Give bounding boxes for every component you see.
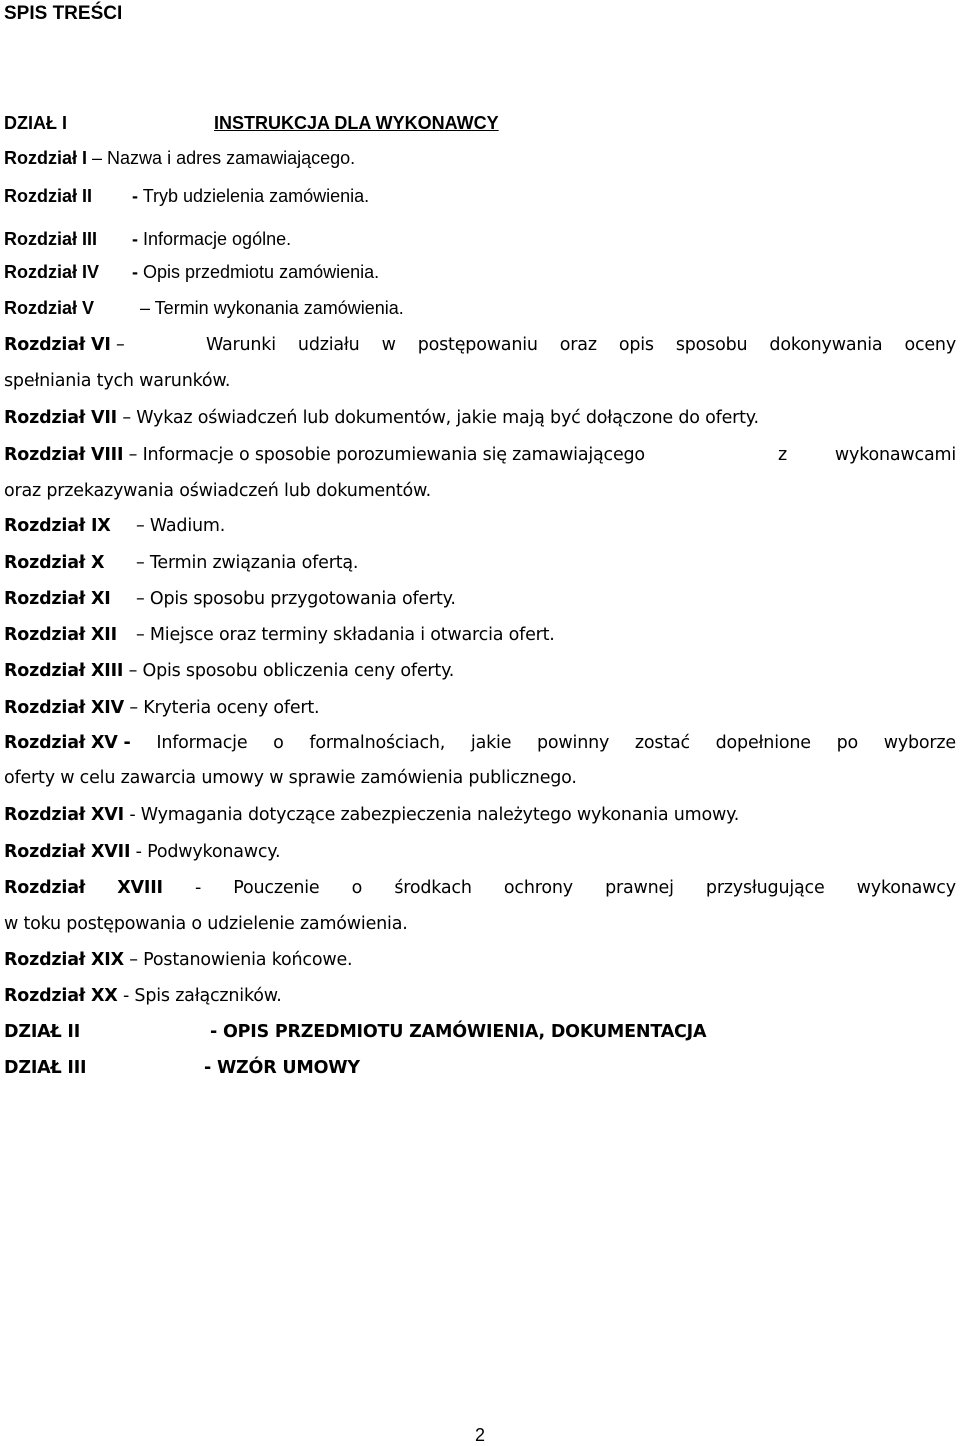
toc-entry-rozdzial-12 — [4, 624, 956, 646]
toc-entry-continuation: oraz przekazywania oświadczeń lub dokumentów. — [4, 481, 431, 501]
chapter-title: – Termin związania ofertą. — [136, 553, 359, 573]
toc-entry-rozdzial-2 — [4, 185, 956, 207]
chapter-title: - Wymagania dotyczące zabezpieczenia należytego wykonania umowy. — [129, 805, 740, 825]
toc-entry-rozdzial-19 — [4, 949, 956, 971]
section-dzial-1 — [4, 112, 956, 134]
chapter-label: Rozdział XV — [4, 733, 118, 753]
chapter-title: Tryb udzielenia zamówienia. — [142, 186, 370, 206]
toc-entry-rozdzial-16 — [4, 804, 956, 826]
chapter-title: Informacje ogólne. — [143, 229, 292, 249]
chapter-word: dokonywania — [769, 335, 883, 355]
toc-entry-rozdzial-10 — [4, 552, 956, 574]
chapter-label: Rozdział VIII — [4, 445, 124, 465]
chapter-label: Rozdział IV — [4, 262, 100, 282]
chapter-label: Rozdział VII — [4, 408, 117, 428]
section-title: - WZÓR UMOWY — [204, 1058, 360, 1078]
chapter-title: – Informacje o sposobie porozumiewania się zamawiającego — [128, 445, 645, 465]
chapter-title: Opis przedmiotu zamówienia. — [143, 262, 380, 282]
toc-entry-rozdzial-6 — [4, 334, 956, 356]
chapter-title: – Wadium. — [136, 516, 226, 536]
chapter-word: po — [836, 733, 858, 753]
chapter-title: - Spis załączników. — [122, 986, 282, 1006]
section-label: DZIAŁ III — [4, 1058, 87, 1078]
chapter-label: Rozdział II — [4, 186, 93, 206]
section-dzial-3 — [4, 1057, 956, 1079]
section-title: INSTRUKCJA DLA WYKONAWCY — [214, 113, 499, 133]
chapter-word: prawnej — [605, 878, 674, 898]
chapter-label: Rozdział XX — [4, 986, 118, 1006]
page-title: SPIS TREŚCI — [4, 3, 123, 24]
chapter-label: Rozdział I — [4, 148, 88, 168]
chapter-label: Rozdział IX — [4, 516, 111, 536]
chapter-word: zostać — [634, 733, 690, 753]
chapter-label: Rozdział — [4, 878, 86, 898]
chapter-word: przysługujące — [705, 878, 825, 898]
chapter-word: o — [273, 733, 284, 753]
chapter-label: Rozdział VI — [4, 335, 111, 355]
toc-entry-continuation: oferty w celu zawarcia umowy w sprawie zamówienia publicznego. — [4, 768, 577, 788]
chapter-word: o — [351, 878, 363, 898]
chapter-word: oceny — [904, 335, 956, 355]
chapter-word: opis — [618, 335, 654, 355]
chapter-label: Rozdział XI — [4, 589, 111, 609]
chapter-word: w — [381, 335, 396, 355]
chapter-word: oraz — [559, 335, 597, 355]
chapter-title: – Opis sposobu obliczenia ceny oferty. — [128, 661, 455, 681]
chapter-word: - — [195, 878, 202, 898]
chapter-word: dopełnione — [715, 733, 811, 753]
chapter-title: – Miejsce oraz terminy składania i otwarcia ofert. — [136, 625, 555, 645]
chapter-word: Pouczenie — [233, 878, 320, 898]
chapter-label: Rozdział X — [4, 553, 105, 573]
chapter-separator: - — [132, 186, 138, 206]
chapter-word: sposobu — [675, 335, 748, 355]
chapter-word: środkach — [394, 878, 472, 898]
chapter-dash: – — [116, 335, 125, 355]
chapter-word: formalnościach, — [309, 733, 446, 753]
toc-entry-rozdzial-13 — [4, 660, 956, 682]
chapter-word: wykonawcami — [834, 445, 956, 465]
chapter-title: - Podwykonawcy. — [135, 842, 281, 862]
chapter-label: Rozdział XIV — [4, 698, 124, 718]
toc-entry-continuation: w toku postępowania o udzielenie zamówienia. — [4, 914, 408, 934]
chapter-label: Rozdział III — [4, 229, 98, 249]
toc-entry-rozdzial-1 — [4, 147, 956, 169]
chapter-label: XVIII — [117, 878, 163, 898]
chapter-word: powinny — [537, 733, 610, 753]
chapter-separator: - — [132, 262, 138, 282]
chapter-title: – Termin wykonania zamówienia. — [140, 298, 404, 318]
chapter-word: ochrony — [503, 878, 573, 898]
toc-entry-rozdzial-4 — [4, 261, 956, 283]
chapter-title: – Opis sposobu przygotowania oferty. — [136, 589, 456, 609]
chapter-word: wyborze — [883, 733, 956, 753]
chapter-separator: - — [123, 733, 131, 753]
chapter-label: Rozdział XIII — [4, 661, 124, 681]
section-title: - OPIS PRZEDMIOTU ZAMÓWIENIA, DOKUMENTACJA — [210, 1022, 707, 1042]
toc-entry-rozdzial-18 — [4, 877, 956, 899]
chapter-separator: - — [132, 229, 138, 249]
toc-entry-rozdzial-15 — [4, 732, 956, 754]
toc-entry-rozdzial-11 — [4, 588, 956, 610]
toc-entry-rozdzial-7 — [4, 407, 956, 429]
chapter-title: – Wykaz oświadczeń lub dokumentów, jakie mają być dołączone do oferty. — [122, 408, 759, 428]
chapter-label: Rozdział V — [4, 298, 95, 318]
toc-entry-rozdzial-17 — [4, 841, 956, 863]
chapter-title: – Postanowienia końcowe. — [129, 950, 353, 970]
chapter-label: Rozdział XIX — [4, 950, 124, 970]
chapter-title: – Nazwa i adres zamawiającego. — [92, 148, 356, 168]
toc-entry-continuation: spełniania tych warunków. — [4, 371, 231, 391]
toc-entry-rozdzial-8 — [4, 444, 956, 466]
chapter-label: Rozdział XII — [4, 625, 117, 645]
section-label: DZIAŁ I — [4, 113, 67, 133]
toc-entry-rozdzial-5 — [4, 297, 956, 319]
toc-entry-rozdzial-14 — [4, 697, 956, 719]
toc-entry-rozdzial-20 — [4, 985, 956, 1007]
toc-entry-rozdzial-9 — [4, 515, 956, 537]
page-number: 2 — [474, 1425, 485, 1445]
chapter-word: Warunki — [206, 335, 276, 355]
chapter-label: Rozdział XVI — [4, 805, 124, 825]
section-label: DZIAŁ II — [4, 1022, 81, 1042]
chapter-word: postępowaniu — [417, 335, 538, 355]
chapter-word: jakie — [470, 733, 512, 753]
chapter-title: – Kryteria oceny ofert. — [129, 698, 320, 718]
chapter-word: wykonawcy — [856, 878, 956, 898]
section-dzial-2 — [4, 1021, 956, 1043]
toc-entry-rozdzial-3 — [4, 228, 956, 250]
chapter-word: z — [778, 445, 787, 465]
chapter-word: Informacje — [156, 733, 248, 753]
chapter-label: Rozdział XVII — [4, 842, 131, 862]
chapter-word: udziału — [297, 335, 360, 355]
